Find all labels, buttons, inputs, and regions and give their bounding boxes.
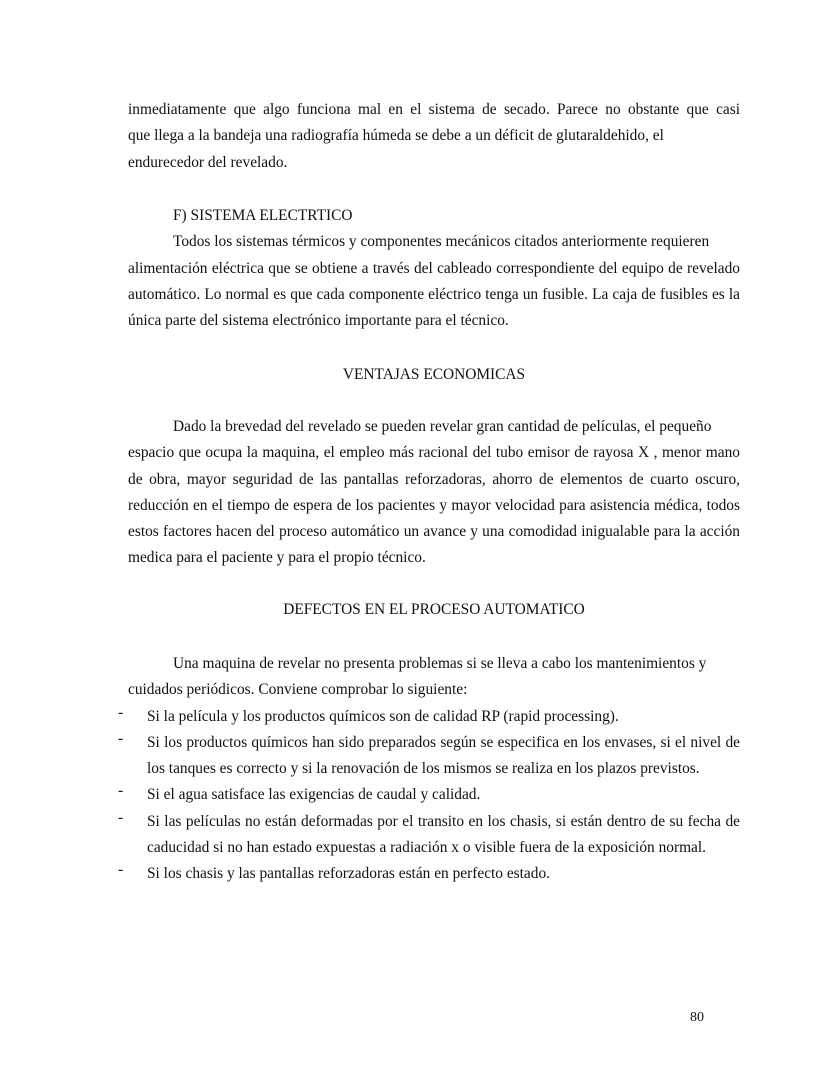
text-line: Si los chasis y las pantallas reforzadoras están en perfecto estado. [147,865,551,883]
bullet-dash: - [118,729,124,747]
bullet-dash: - [118,782,124,800]
section-heading: F) SISTEMA ELECTRTICO [173,207,353,224]
text-line: estos factores hacen del proceso automático un avance y una comodidad inigualable para la acción [128,523,740,541]
text-line: caducidad si no han estado expuestas a radiación x o visible fuera de la exposición normal. [147,839,707,857]
text-line: Si la película y los productos químicos son de calidad RP (rapid processing). [147,707,619,725]
text-line: de obra, mayor seguridad de las pantallas reforzadoras, ahorro de elementos de cuarto oscuro, [128,470,740,488]
bullet-dash: - [118,808,124,826]
text-line: inmediatamente que algo funciona mal en el sistema de secado. Parece no obstante que casi [128,101,740,118]
text-line: Dado la brevedad del revelado se pueden revelar gran cantidad de películas, el pequeño [173,418,712,435]
page-number: 80 [690,1010,704,1025]
section-electrical-system [128,203,740,334]
list-item [118,782,740,808]
text-line: espacio que ocupa la maquina, el empleo más racional del tubo emisor de rayosa X , menor mano [128,444,740,462]
section-heading-ventajas: VENTAJAS ECONOMICAS [342,366,526,383]
text-line: que llega a la bandeja una radiografía húmeda se debe a un déficit de glutaraldehido, el [128,127,664,145]
text-line: reducción en el tiempo de espera de los pacientes y mayor velocidad para asistencia médica, todos [128,496,740,514]
text-line: Si el agua satisface las exigencias de caudal y calidad. [147,786,481,804]
text-line: endurecedor del revelado. [128,153,288,171]
text-line: Todos los sistemas térmicos y componentes mecánicos citados anteriormente requieren [173,233,710,251]
text-line: Una maquina de revelar no presenta problemas si se lleva a cabo los mantenimientos y [173,655,707,672]
section-heading-defectos: DEFECTOS EN EL PROCESO AUTOMATICO [283,601,585,618]
text-line: automático. Lo normal es que cada componente eléctrico tenga un fusible. La caja de fusibles es la [128,285,740,303]
bullet-dash: - [118,703,124,721]
paragraph-ventajas [128,414,740,572]
text-line: medica para el paciente y para el propio técnico. [128,549,426,567]
list-item [118,808,740,862]
bullet-dash: - [118,861,124,879]
text-line: Si las películas no están deformadas por el transito en los chasis, si están dentro de su fecha de [147,812,740,830]
paragraph-defectos [118,651,740,888]
text-line: Si los productos químicos han sido preparados según se especifica en los envases, si el nivel de [147,733,740,751]
list-item [118,703,740,730]
text-line: alimentación eléctrica que se obtiene a través del cableado correspondiente del equipo de revelado [128,259,740,277]
text-line: los tanques es correcto y si la renovación de los mismos se realiza en los plazos previstos. [147,760,700,778]
text-line: única parte del sistema electrónico importante para el técnico. [128,312,509,330]
text-line: cuidados periódicos. Conviene comprobar lo siguiente: [128,681,468,699]
list-item [118,729,740,783]
list-item [118,861,740,887]
paragraph-drying-system [128,97,740,176]
